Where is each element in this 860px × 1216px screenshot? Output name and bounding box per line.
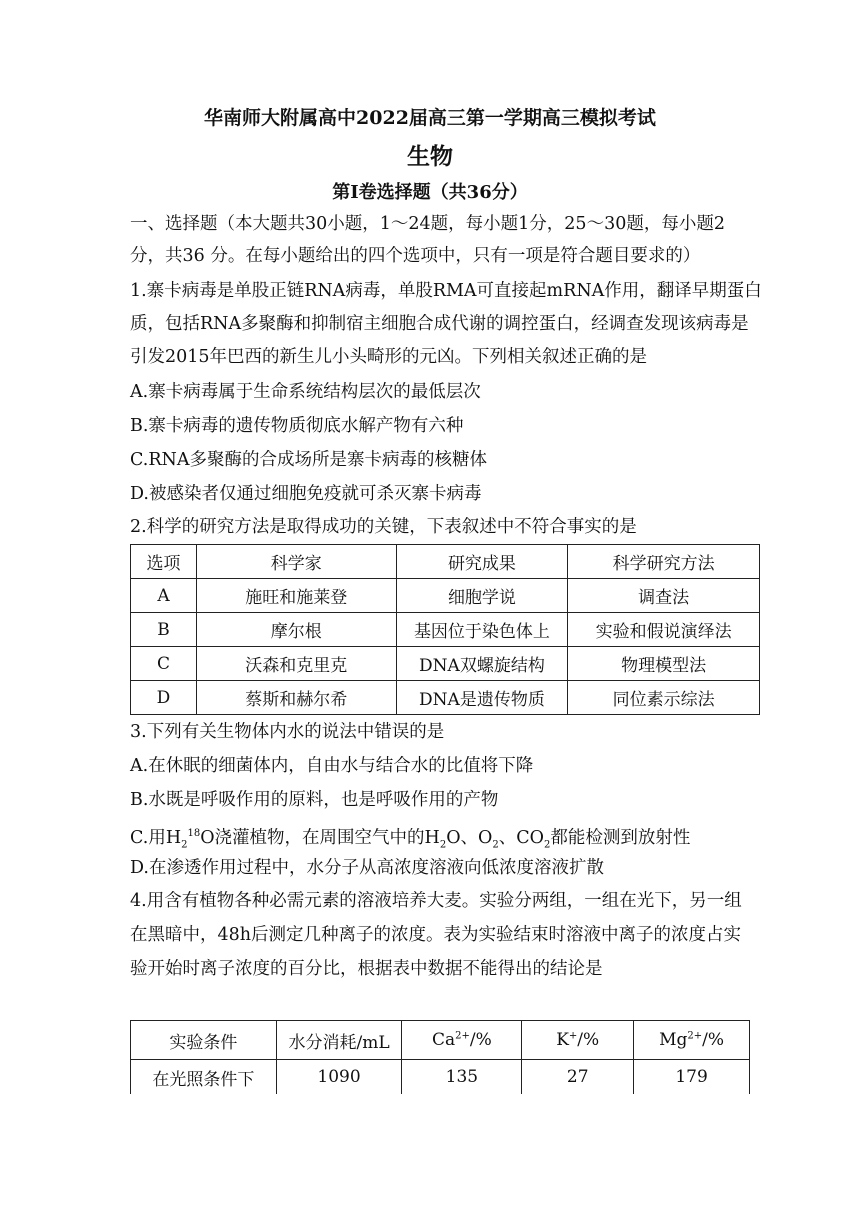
table-header-cell: 实验条件 <box>131 1021 277 1060</box>
unit-label: /% <box>702 1030 725 1050</box>
table-cell: 调查法 <box>568 579 760 613</box>
intro-line-1: 一、选择题（本大题共30小题，1～24题，每小题1分，25～30题，每小题2 <box>130 214 725 234</box>
table-cell: DNA是遗传物质 <box>396 681 568 715</box>
table-cell: 摩尔根 <box>196 613 396 647</box>
table-row <box>131 647 760 681</box>
table-cell: 蔡斯和赫尔希 <box>196 681 396 715</box>
table-row <box>131 681 760 715</box>
q3-option-a: A.在休眠的细菌体内，自由水与结合水的比值将下降 <box>130 756 534 776</box>
table-cell: 物理模型法 <box>568 647 760 681</box>
table-cell: C <box>131 647 197 681</box>
q3-option-d: D.在渗透作用过程中，水分子从高浓度溶液向低浓度溶液扩散 <box>130 858 604 878</box>
ion-charge: 2+ <box>455 1030 470 1042</box>
table-header-row <box>131 545 760 579</box>
table-row <box>131 579 760 613</box>
q1-option-d: D.被感染者仅通过细胞免疫就可杀灭寨卡病毒 <box>130 484 482 504</box>
ion-charge: + <box>568 1030 578 1042</box>
q1-option-b: B.寨卡病毒的遗传物质彻底水解产物有六种 <box>130 416 464 436</box>
intro-line-2: 分，共36 分。在每小题给出的四个选项中，只有一项是符合题目要求的） <box>130 246 701 266</box>
q2-table <box>130 544 760 715</box>
ion-label: Mg <box>659 1030 688 1050</box>
q1-stem-line-1: 1.寨卡病毒是单股正链RNA病毒，单股RMA可直接起mRNA作用，翻译早期蛋白 <box>130 281 762 301</box>
q3-c-subscript: 2 <box>492 839 499 851</box>
q2-stem: 2.科学的研究方法是取得成功的关键，下表叙述中不符合事实的是 <box>130 517 637 537</box>
table-cell: A <box>131 579 197 613</box>
table-header-cell <box>522 1021 634 1060</box>
table-cell: 细胞学说 <box>396 579 568 613</box>
q3-c-text: 都能检测到放射性 <box>550 827 691 848</box>
q1-option-a: A.寨卡病毒属于生命系统结构层次的最低层次 <box>130 382 481 402</box>
table-row <box>131 1060 750 1095</box>
unit-label: /% <box>577 1030 600 1050</box>
table-cell: 在光照条件下 <box>131 1060 277 1095</box>
subject-title: 生物 <box>407 143 453 170</box>
table-cell: 施旺和施莱登 <box>196 579 396 613</box>
q4-stem-line-2: 在黑暗中，48h后测定几种离子的浓度。表为实验结束时溶液中离子的浓度占实 <box>130 925 742 945</box>
table-cell: 同位素示综法 <box>568 681 760 715</box>
table-cell: 1090 <box>276 1060 402 1095</box>
table-header-cell <box>634 1021 750 1060</box>
table-header-row <box>131 1021 750 1060</box>
table-cell: 179 <box>634 1060 750 1095</box>
unit-label: /% <box>469 1030 492 1050</box>
q3-stem: 3.下列有关生物体内水的说法中错误的是 <box>130 722 445 742</box>
q3-c-subscript: 2 <box>439 839 447 851</box>
q3-c-text: O、O <box>446 827 493 848</box>
table-cell: 135 <box>402 1060 522 1095</box>
q3-c-text: O浇灌植物，在周围空气中的H <box>200 827 440 848</box>
q3-c-subscript: 2 <box>181 839 188 851</box>
q3-option-c <box>130 822 750 857</box>
q1-stem-line-3: 引发2015年巴西的新生儿小头畸形的元凶。下列相关叙述正确的是 <box>130 347 648 367</box>
table-header-cell: 选项 <box>131 545 197 579</box>
ion-label: K <box>556 1030 569 1050</box>
q3-c-text: C.用H <box>130 827 182 848</box>
table-header-cell: 研究成果 <box>396 545 568 579</box>
section-title: 第Ⅰ卷选择题（共36分） <box>332 182 528 203</box>
table-header-cell: 科学家 <box>196 545 396 579</box>
q3-c-superscript: 18 <box>187 828 201 839</box>
q3-option-b: B.水既是呼吸作用的原料，也是呼吸作用的产物 <box>130 790 499 810</box>
ion-charge: 2+ <box>687 1030 703 1042</box>
table-header-cell: 水分消耗/mL <box>276 1021 402 1060</box>
table-cell: D <box>131 681 197 715</box>
table-cell: 实验和假说演绎法 <box>568 613 760 647</box>
table-header-cell <box>402 1021 522 1060</box>
table-cell: 沃森和克里克 <box>196 647 396 681</box>
table-cell: B <box>131 613 197 647</box>
exam-title: 华南师大附属高中2022届高三第一学期高三模拟考试 <box>204 107 656 129</box>
table-cell: 基因位于染色体上 <box>396 613 568 647</box>
q3-c-text: 、CO <box>498 827 545 848</box>
ion-label: Ca <box>431 1030 456 1050</box>
table-row <box>131 613 760 647</box>
q3-c-subscript: 2 <box>544 839 551 851</box>
table-cell: DNA双螺旋结构 <box>396 647 568 681</box>
q4-stem-line-1: 4.用含有植物各种必需元素的溶液培养大麦。实验分两组，一组在光下，另一组 <box>130 891 742 911</box>
q4-table <box>130 1020 750 1094</box>
q1-stem-line-2: 质，包括RNA多聚酶和抑制宿主细胞合成代谢的调控蛋白，经调查发现该病毒是 <box>130 314 749 334</box>
table-header-cell: 科学研究方法 <box>568 545 760 579</box>
q4-stem-line-3: 验开始时离子浓度的百分比，根据表中数据不能得出的结论是 <box>130 959 603 979</box>
q1-option-c: C.RNA多聚酶的合成场所是寨卡病毒的核糖体 <box>130 450 487 470</box>
table-cell: 27 <box>522 1060 634 1095</box>
